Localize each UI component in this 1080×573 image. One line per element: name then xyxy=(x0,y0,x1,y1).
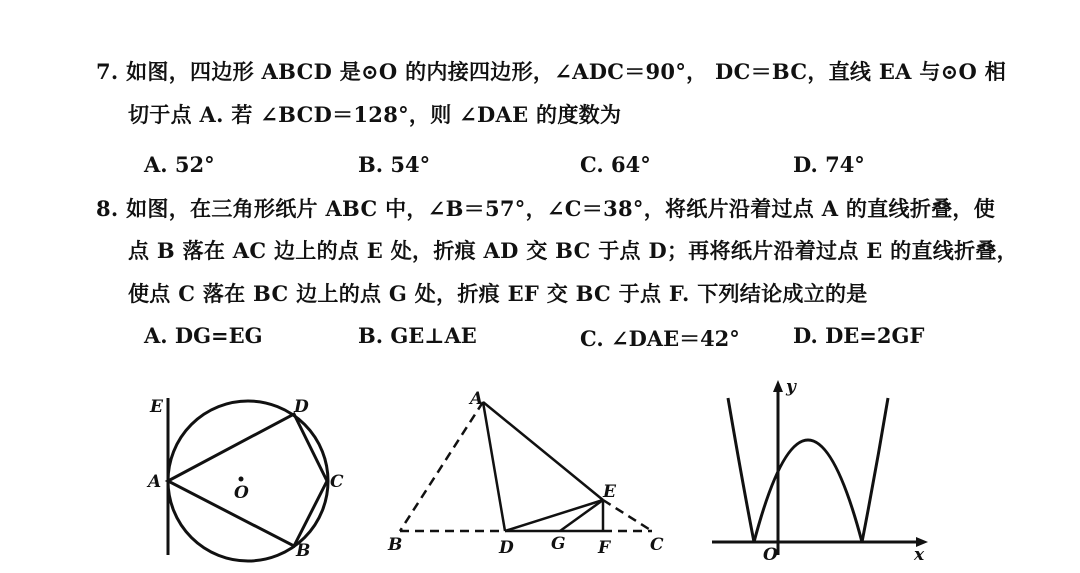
quadrilateral-abcd xyxy=(168,414,327,546)
dashed-ec xyxy=(603,500,652,531)
center-point-o xyxy=(239,477,244,482)
figure-3-graph xyxy=(712,388,920,555)
dashed-ab xyxy=(400,402,483,531)
label-e: E xyxy=(150,397,163,417)
q7-option-b: B. 54° xyxy=(358,152,431,177)
label-o: O xyxy=(234,483,249,503)
q8-line-2: 点 B 落在 AC 边上的点 E 处，折痕 AD 交 BC 于点 D；再将纸片沿着过点 E 的直线折叠， xyxy=(128,238,1018,263)
label-d2: D xyxy=(499,538,514,558)
label-a: A xyxy=(148,472,162,492)
q8-option-d: D. DE=2GF xyxy=(793,323,925,348)
label-x: x xyxy=(914,545,925,565)
curve-arch xyxy=(754,440,862,542)
figure-1-circle-quadrilateral xyxy=(168,398,328,561)
q7-option-c: C. 64° xyxy=(580,152,651,177)
label-c2: C xyxy=(650,535,664,555)
label-d: D xyxy=(294,397,309,417)
segment-ge xyxy=(560,500,603,531)
figure-2-folded-triangle xyxy=(400,402,652,531)
segment-de xyxy=(505,500,603,531)
q8-option-b: B. GE⊥AE xyxy=(358,323,477,348)
label-b2: B xyxy=(388,535,403,555)
q8-option-a: A. DG=EG xyxy=(144,323,263,348)
label-e2: E xyxy=(603,482,616,502)
label-b: B xyxy=(296,541,311,561)
q7-option-d: D. 74° xyxy=(793,152,865,177)
q7-option-a: A. 52° xyxy=(144,152,215,177)
label-c: C xyxy=(330,472,344,492)
curve-left-branch xyxy=(728,398,754,542)
label-y: y xyxy=(786,377,796,397)
crease-ad xyxy=(483,402,505,531)
side-ae xyxy=(483,402,603,500)
label-a2: A xyxy=(470,389,484,409)
q8-line-1: 8. 如图，在三角形纸片 ABC 中，∠B＝57°，∠C＝38°，将纸片沿着过点 A 的直线折叠，使 xyxy=(96,196,996,221)
circle-o xyxy=(168,401,328,561)
label-origin: O xyxy=(763,545,778,565)
label-g2: G xyxy=(551,534,566,554)
q7-line-2: 切于点 A. 若 ∠BCD＝128°，则 ∠DAE 的度数为 xyxy=(128,102,622,127)
q8-line-3: 使点 C 落在 BC 边上的点 G 处，折痕 EF 交 BC 于点 F. 下列结论成立的是 xyxy=(128,281,868,306)
y-axis-arrow-icon xyxy=(773,380,783,392)
q7-line-1: 7. 如图，四边形 ABCD 是⊙O 的内接四边形，∠ADC＝90°， DC＝BC，直线 EA 与⊙O 相 xyxy=(96,59,1007,84)
q8-option-c: C. ∠DAE＝42° xyxy=(580,326,740,351)
curve-right-branch xyxy=(862,398,888,542)
label-f2: F xyxy=(598,538,611,558)
